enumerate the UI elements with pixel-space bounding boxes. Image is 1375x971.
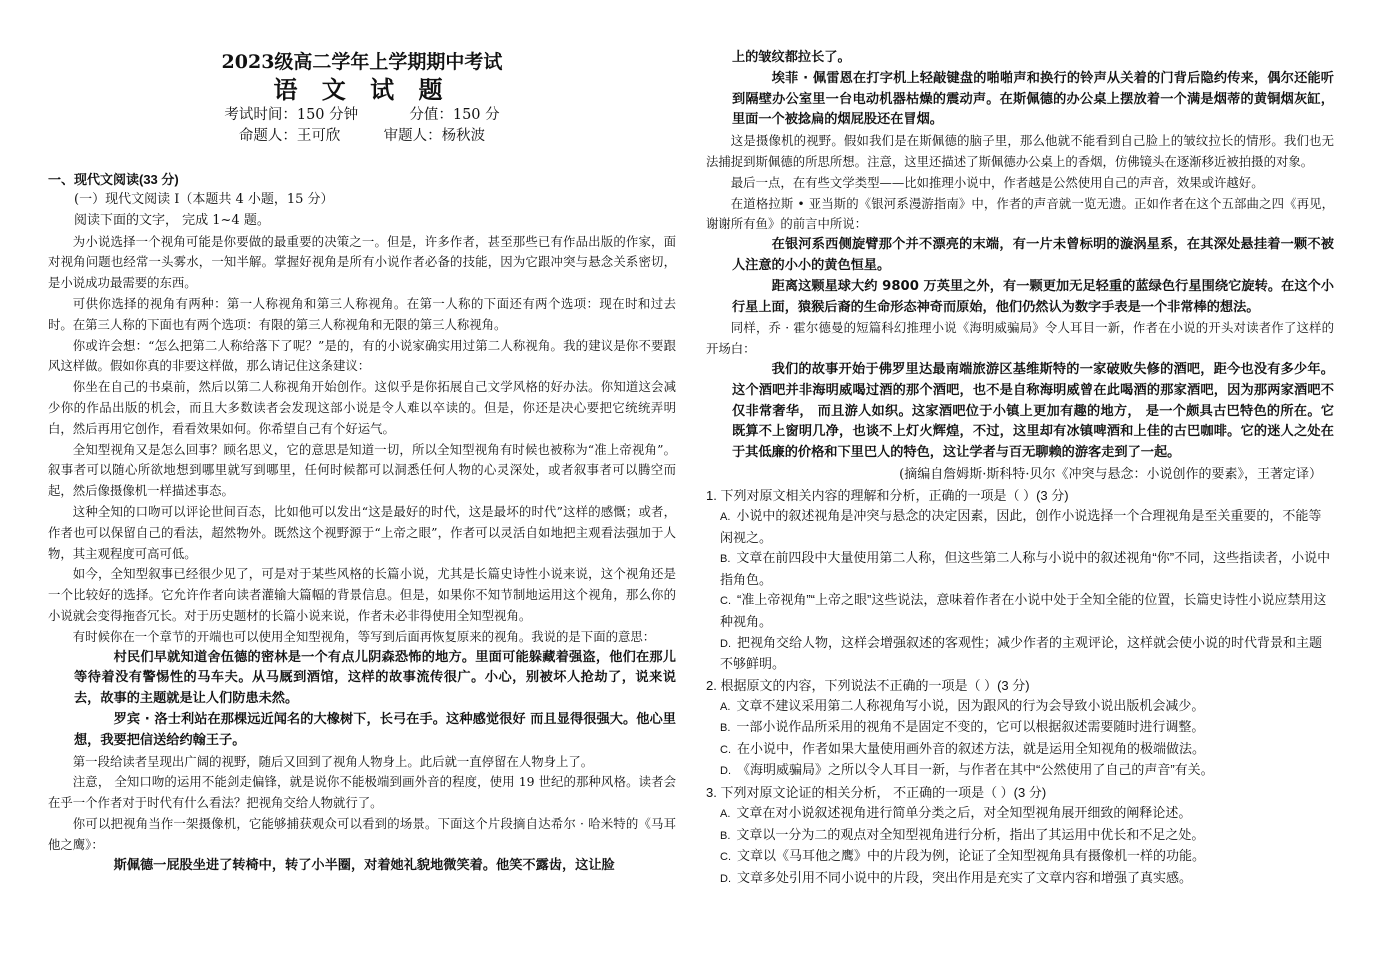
left-paragraph: 可供你选择的视角有两种：第一人称视角和第三人称视角。在第一人称的下面还有两个选项：现在时和过去时。在第三人称的下面也有两个选项：有限的第三人称视角和无限的第三人称视角。 bbox=[48, 295, 676, 332]
exam-time: 考试时间：150 分钟 bbox=[224, 107, 359, 123]
left-paragraph: 你或许会想：“怎么把第二人称给落下了呢？”是的，有的小说家确实用过第二人称视角。我的建议是你不要跟风这样做。假如你真的非要这样做，那么请记住这条建议： bbox=[48, 337, 676, 374]
question-1-option-c bbox=[706, 590, 1334, 632]
quote-robin: 罗宾 · 洛士利站在那棵远近闻名的大橡树下，长弓在手。这种感觉很好 而且显得很强大。他心里想，我要把信送给约翰王子。 bbox=[74, 711, 676, 748]
option-text: 一部小说作品所采用的视角不是固定不变的，它可以根据叙述需要随时进行调整。 bbox=[736, 719, 1205, 735]
quote-galaxy-2: 距离这颗星球大约 9800 万英里之外，有一颗更加无足轻重的蓝绿色行星围绕它旋转。在这个小行星上面，猿猴后裔的生命形态神奇而原始，他们仍然认为数字手表是一个非常棒的想法。 bbox=[732, 278, 1334, 315]
option-label: B. bbox=[720, 553, 731, 566]
option-label: C. bbox=[720, 595, 731, 608]
option-text: 把视角交给人物，这样会增强叙述的客观性；减少作者的主观评论，这样就会使小说的时代背景和主题不够鲜明。 bbox=[720, 634, 1323, 672]
exam-score: 分值：150 分 bbox=[409, 107, 500, 123]
option-text: “准上帝视角”“上帝之眼”这些说法，意味着作者在小说中处于全知全能的位置，长篇史诗性小说应禁用这种视角。 bbox=[720, 592, 1327, 629]
option-text: 《海明威骗局》之所以令人耳目一新，与作者在其中“公然使用了自己的声音”有关。 bbox=[737, 762, 1214, 778]
subsection-heading: (一）现代文阅读 I（本题共 4 小题，15 分） bbox=[74, 192, 334, 207]
left-paragraph: 有时候你在一个章节的开端也可以使用全知型视角，等写到后面再恢复原来的视角。我说的是下面的意思： bbox=[72, 628, 656, 644]
question-3-option-d bbox=[706, 868, 1334, 890]
question-2-option-a bbox=[706, 696, 1334, 718]
section-heading: 一、现代文阅读(33 分) bbox=[48, 172, 179, 187]
option-label: C. bbox=[720, 851, 731, 864]
question-2-stem: 2. 根据原文的内容，下列说法不正确的一项是（ ）(3 分) bbox=[706, 677, 1030, 693]
left-paragraph: 注意， 全知口吻的运用不能剑走偏锋，就是说你不能极端到画外音的程度，使用 19 世纪的那种风格。读者会在乎一个作者对于时代有什么看法？把视角交给人物就行了。 bbox=[48, 774, 676, 811]
quote-hemingway: 我们的故事开始于佛罗里达最南端旅游区基维斯特的一家破败失修的酒吧，距今也没有多少年。这个酒吧并非海明威喝过酒的那个酒吧，也不是自称海明威曾在此喝酒的那家酒吧，因为那两家酒吧不仅非常奢华， 而且游人如织。这家酒吧位于小镇上更加有趣的地方， 是一个颇具古巴特色的所在。它既算不上窗明几净，也谈不上灯火辉煌，不过，这里却有冰镇啤酒和上佳的古巴咖啡。它的迷人之处在于其低廉的价格和下里巴人的特色，这让学者与百无聊赖的游客走到了一起。 bbox=[732, 361, 1334, 461]
left-paragraph: 你坐在自己的书桌前，然后以第二人称视角开始创作。这似乎是你拓展自己文学风格的好办法。你知道这会减少你的作品出版的机会，而且大多数读者会发现这部小说是令人难以卒读的。但是，你还是决心要把它统统弄明白，然后再用它创作，看看效果如何。你希望自己有个好运气。 bbox=[48, 379, 676, 436]
question-1-option-a bbox=[706, 506, 1334, 548]
question-2-option-c bbox=[706, 739, 1334, 761]
option-label: C. bbox=[720, 743, 731, 756]
option-text: 文章以《马耳他之鹰》中的片段为例，论证了全知型视角具有摄像机一样的功能。 bbox=[737, 848, 1206, 864]
option-label: A. bbox=[720, 510, 731, 523]
question-3-option-b bbox=[706, 825, 1334, 847]
exam-time-score bbox=[48, 105, 676, 126]
left-paragraph: 为小说选择一个视角可能是你要做的最重要的决策之一。但是，许多作者，甚至那些已有作品出版的作家，面对视角问题也经常一头雾水，一知半解。掌握好视角是所有小说作者必备的技能，因为它跟冲突与悬念关系密切，是小说成功最需要的东西。 bbox=[48, 233, 676, 291]
setter: 命题人：王可欣 bbox=[238, 128, 341, 144]
question-1-stem: 1. 下列对原文相关内容的理解和分析，正确的一项是（ ）(3 分) bbox=[706, 487, 1069, 503]
option-label: B. bbox=[720, 829, 731, 842]
option-text: 文章在前四段中大量使用第二人称，但这些第二人称与小说中的叙述视角“你”不同，这些指读者，小说中指角色。 bbox=[720, 550, 1331, 587]
question-3-option-c bbox=[706, 846, 1334, 868]
quote-effie: 埃菲 · 佩雷恩在打字机上轻敲键盘的啪啪声和换行的铃声从关着的门背后隐约传来，偶尔还能听到隔壁办公室里一台电动机器枯燥的震动声。在斯佩德的办公桌上摆放着一个满是烟蒂的黄铜烟灰缸，里面一个被捻扁的烟屁股还在冒烟。 bbox=[732, 70, 1334, 128]
quote-sherwood: 村民们早就知道舍伍德的密林是一个有点儿阴森恐怖的地方。里面可能躲藏着强盗，他们在那儿等待着没有警惕性的马车夫。从马厩到酒馆，这样的故事流传很广。小心，别被坏人抢劫了，说来说去，故事的主题就是让人们防患未然。 bbox=[74, 649, 676, 707]
exam-title: 2023级高二学年上学期期中考试 bbox=[221, 51, 503, 73]
option-text: 文章多处引用不同小说中的片段，突出作用是充实了文章内容和增强了真实感。 bbox=[737, 869, 1193, 885]
option-text: 文章不建议采用第二人称视角写小说，因为跟风的行为会导致小说出版机会减少。 bbox=[736, 697, 1205, 713]
right-paragraph: 最后一点，在有些文学类型——比如推理小说中，作者越是公然使用自己的声音，效果或许越好。 bbox=[730, 174, 1264, 190]
reading-instruction: 阅读下面的文字， 完成 1~4 题。 bbox=[74, 212, 270, 228]
reviewer: 审题人：杨秋波 bbox=[383, 128, 486, 144]
right-paragraph: 这是摄像机的视野。假如我们是在斯佩德的脑子里，那么他就不能看到自己脸上的皱纹拉长的情形。我们也无法捕捉到斯佩德的所思所想。注意，这里还描述了斯佩德办公桌上的香烟，仿佛镜头在逐渐移近被拍摄的对象。 bbox=[706, 133, 1334, 169]
quote-spade-start: 斯佩德一屁股坐进了转椅中，转了小半圈，对着她礼貌地微笑着。他笑不露齿，这让脸 bbox=[113, 857, 615, 873]
option-text: 在小说中，作者如果大量使用画外音的叙述方法，就是运用全知视角的极端做法。 bbox=[737, 740, 1206, 756]
left-paragraph: 全知型视角又是怎么回事？顾名思义，它的意思是知道一切，所以全知型视角有时候也被称为“准上帝视角”。叙事者可以随心所欲地想到哪里就写到哪里，任何时候都可以洞悉任何人物的心灵深处，或者叙事者可以腾空而起，然后像摄像机一样描述事态。 bbox=[48, 441, 676, 499]
left-paragraph: 第一段给读者呈现出广阔的视野，随后又回到了视角人物身上。此后就一直停留在人物身上了。 bbox=[72, 753, 594, 769]
right-paragraph: 在道格拉斯 • 亚当斯的《银河系漫游指南》中，作者的声音就一览无遗。正如作者在这个五部曲之四《再见，谢谢所有鱼》的前言中所说： bbox=[706, 195, 1334, 232]
question-3-option-a bbox=[706, 803, 1334, 825]
subject-title: 语 文 试 题 bbox=[273, 75, 451, 104]
option-label: A. bbox=[720, 700, 731, 713]
left-column bbox=[48, 0, 676, 876]
left-paragraph: 这种全知的口吻可以评论世间百态，比如他可以发出“这是最好的时代，这是最坏的时代”这样的感慨；或者，作者也可以保留自己的看法，超然物外。既然这个视野源于“上帝之眼”，作者可以灵活自如地把主观看法强加于人物，其主观程度可高可低。 bbox=[48, 503, 676, 561]
option-label: D. bbox=[720, 765, 731, 778]
quote-galaxy-1: 在银河系西侧旋臂那个并不漂亮的末端，有一片未曾标明的漩涡星系，在其深处悬挂着一颗不被人注意的小小的黄色恒星。 bbox=[732, 237, 1334, 273]
exam-authors bbox=[48, 126, 676, 147]
option-label: A. bbox=[720, 808, 731, 821]
question-2-option-d bbox=[706, 760, 1334, 782]
option-text: 文章在对小说叙述视角进行简单分类之后，对全知型视角展开细致的阐释论述。 bbox=[736, 805, 1192, 821]
option-text: 小说中的叙述视角是冲突与悬念的决定因素，因此，创作小说选择一个合理视角是至关重要的，不能等闲视之。 bbox=[720, 507, 1322, 545]
quote-spade-cont: 上的皱纹都拉长了。 bbox=[732, 50, 851, 65]
left-paragraph: 你可以把视角当作一架摄像机，它能够捕获观众可以看到的场景。下面这个片段摘自达希尔 · 哈米特的《马耳他之鹰》： bbox=[48, 815, 676, 852]
right-paragraph: 同样，乔 · 霍尔德曼的短篇科幻推理小说《海明威骗局》令人耳目一新，作者在小说的开头对读者作了这样的开场白： bbox=[706, 320, 1334, 357]
option-label: B. bbox=[720, 722, 731, 735]
right-column bbox=[706, 0, 1334, 889]
question-1-option-b bbox=[706, 548, 1334, 590]
question-3-stem: 3. 下列对原文论证的相关分析， 不正确的一项是（ ）(3 分) bbox=[706, 785, 1047, 801]
option-label: D. bbox=[720, 637, 731, 650]
question-1-option-d bbox=[706, 633, 1334, 675]
question-2-option-b bbox=[706, 717, 1334, 739]
left-paragraph: 如今，全知型叙事已经很少见了，可是对于某些风格的长篇小说，尤其是长篇史诗性小说来说，这个视角还是一个比较好的选择。它允许作者向读者灌输大篇幅的背景信息。但是，如果你不知节制地运用这个视角，那么你的小说就会变得拖沓冗长。对于历史题材的长篇小说来说，作者未必非得使用全知型视角。 bbox=[48, 566, 676, 623]
option-text: 文章以一分为二的观点对全知型视角进行分析，指出了其运用中优长和不足之处。 bbox=[736, 826, 1205, 842]
option-label: D. bbox=[720, 872, 731, 885]
source-citation: (摘编自詹姆斯·斯科特·贝尔《冲突与悬念：小说创作的要素》，王著定译） bbox=[899, 466, 1322, 482]
